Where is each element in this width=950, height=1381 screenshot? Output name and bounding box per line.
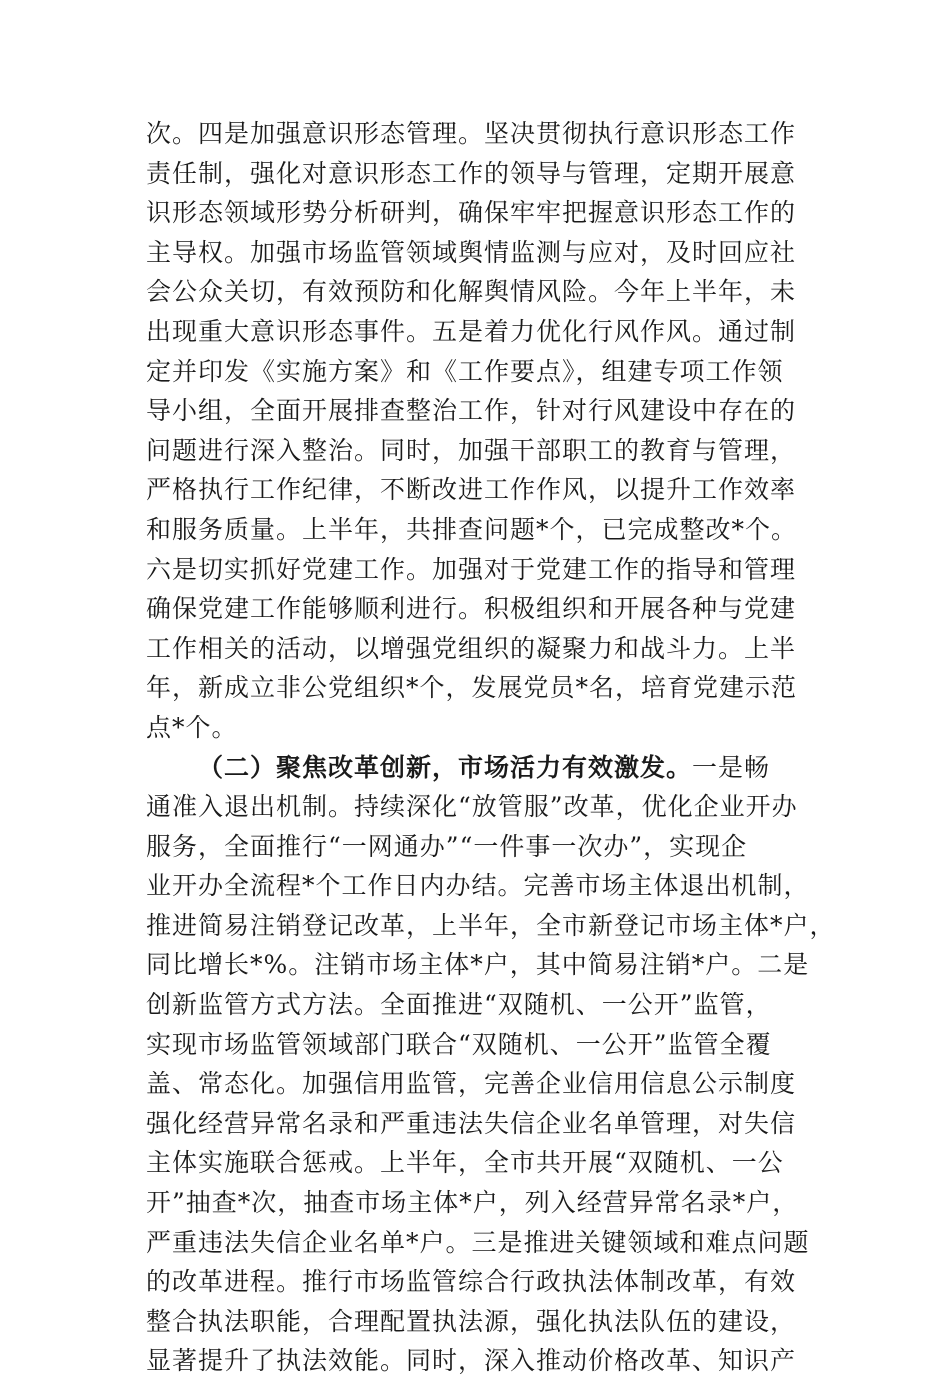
text-line: 的改革进程。推行市场监管综合行政执法体制改革，有效 bbox=[146, 1267, 797, 1297]
text-line: 导小组，全面开展排查整治工作，针对行风建设中存在的 bbox=[146, 396, 797, 426]
text-line: 会公众关切，有效预防和化解舆情风险。今年上半年，未 bbox=[146, 277, 797, 307]
text-line: 通准入退出机制。持续深化“放管服”改革，优化企业开办 bbox=[146, 792, 798, 822]
text-line: 六是切实抓好党建工作。加强对于党建工作的指导和管理 bbox=[146, 554, 797, 584]
text-line: 和服务质量。上半年，共排查问题*个，已完成整改*个。 bbox=[146, 514, 798, 544]
text-line: 主导权。加强市场监管领域舆情监测与应对，及时回应社 bbox=[146, 237, 797, 267]
text-line: 整合执法职能，合理配置执法源，强化执法队伍的建设， bbox=[146, 1306, 797, 1336]
document-body bbox=[146, 114, 836, 1381]
text-line: 责任制，强化对意识形态工作的领导与管理，定期开展意 bbox=[146, 158, 797, 188]
text-line: 显著提升了执法效能。同时，深入推动价格改革、知识产 bbox=[146, 1346, 797, 1376]
text-line: 工作相关的活动，以增强党组织的凝聚力和战斗力。上半 bbox=[146, 633, 797, 663]
text-line: 实现市场监管领域部门联合“双随机、一公开”监管全覆 bbox=[146, 1029, 772, 1059]
text-line: 出现重大意识形态事件。五是着力优化行风作风。通过制 bbox=[146, 316, 797, 346]
text-line: 强化经营异常名录和严重违法失信企业名单管理，对失信 bbox=[146, 1108, 797, 1138]
text-line: 盖、常态化。加强信用监管，完善企业信用信息公示制度 bbox=[146, 1069, 797, 1099]
text-line: 问题进行深入整治。同时，加强干部职工的教育与管理， bbox=[146, 435, 797, 465]
section-first-line bbox=[146, 748, 816, 788]
text-line: 严格执行工作纪律，不断改进工作作风，以提升工作效率 bbox=[146, 475, 797, 505]
text-line: 服务，全面推行“一网通办”“一件事一次办”，实现企 bbox=[146, 831, 748, 861]
text-line: 年，新成立非公党组织*个，发展党员*名，培育党建示范 bbox=[146, 673, 798, 703]
text-line: 推进简易注销登记改革，上半年，全市新登记市场主体*户， bbox=[146, 910, 836, 940]
text-line: 业开办全流程*个工作日内办结。完善市场主体退出机制， bbox=[146, 871, 810, 901]
text-line: 创新监管方式方法。全面推进“双随机、一公开”监管， bbox=[146, 990, 772, 1020]
text-line: 严重违法失信企业名单*户。三是推进关键领域和难点问题 bbox=[146, 1227, 810, 1257]
text-line: 主体实施联合惩戒。上半年，全市共开展“双随机、一公 bbox=[146, 1148, 784, 1178]
section-heading-continuation: 一是畅 bbox=[692, 752, 771, 782]
text-line: 次。四是加强意识形态管理。坚决贯彻执行意识形态工作 bbox=[146, 119, 797, 148]
text-line: 确保党建工作能够顺利进行。积极组织和开展各种与党建 bbox=[146, 594, 797, 624]
text-line: 开”抽查*次，抽查市场主体*户，列入经营异常名录*户， bbox=[146, 1188, 799, 1218]
section-heading: （二）聚焦改革创新，市场活力有效激发。 bbox=[198, 752, 693, 782]
text-line: 同比增长*%。注销市场主体*户，其中简易注销*户。二是 bbox=[146, 950, 810, 980]
text-line: 识形态领域形势分析研判，确保牢牢把握意识形态工作的 bbox=[146, 198, 797, 228]
text-line: 定并印发《实施方案》和《工作要点》，组建专项工作领 bbox=[146, 356, 784, 386]
text-line: 点*个。 bbox=[146, 712, 238, 742]
